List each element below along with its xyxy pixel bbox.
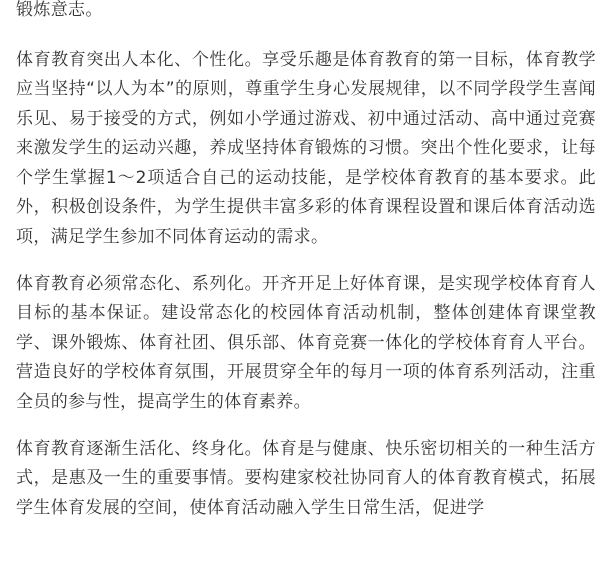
paragraph-normalization: 体育教育必须常态化、系列化。开齐开足上好体育课，是实现学校体育育人目标的基本保证。建设常态化的校园体育活动机制，整体创建体育课堂教学、课外锻炼、体育社团、俱乐部、体育竞赛一体化的学校体育育人平台。营造良好的学校体育氛围，开展贯穿全年的每月一项的体育系列活动，注重全员的参与性，提高学生的体育素养。 xyxy=(16,273,596,412)
paragraph-lifelong: 体育教育逐渐生活化、终身化。体育是与健康、快乐密切相关的一种生活方式，是惠及一生的重要事情。要构建家校社协同育人的体育教育模式，拓展学生体育发展的空间，使体育活动融入学生日常生活，促进学 xyxy=(16,438,596,518)
paragraph-humanization: 体育教育突出人本化、个性化。享受乐趣是体育教育的第一目标，体育教学应当坚持“以人为本”的原则，尊重学生身心发展规律，以不同学段学生喜闻乐见、易于接受的方式，例如小学通过游戏、初中通过活动、高中通过竞赛来激发学生的运动兴趣，养成坚持体育锻炼的习惯。突出个性化要求，让每个学生掌握1～2项适合自己的运动技能，是学校体育教育的基本要求。此外，积极创设条件，为学生提供丰富多彩的体育课程设置和课后体育活动选项，满足学生参加不同体育运动的需求。 xyxy=(16,49,596,247)
paragraph-continuation: 锻炼意志。 xyxy=(16,0,103,20)
article-body xyxy=(16,0,596,541)
